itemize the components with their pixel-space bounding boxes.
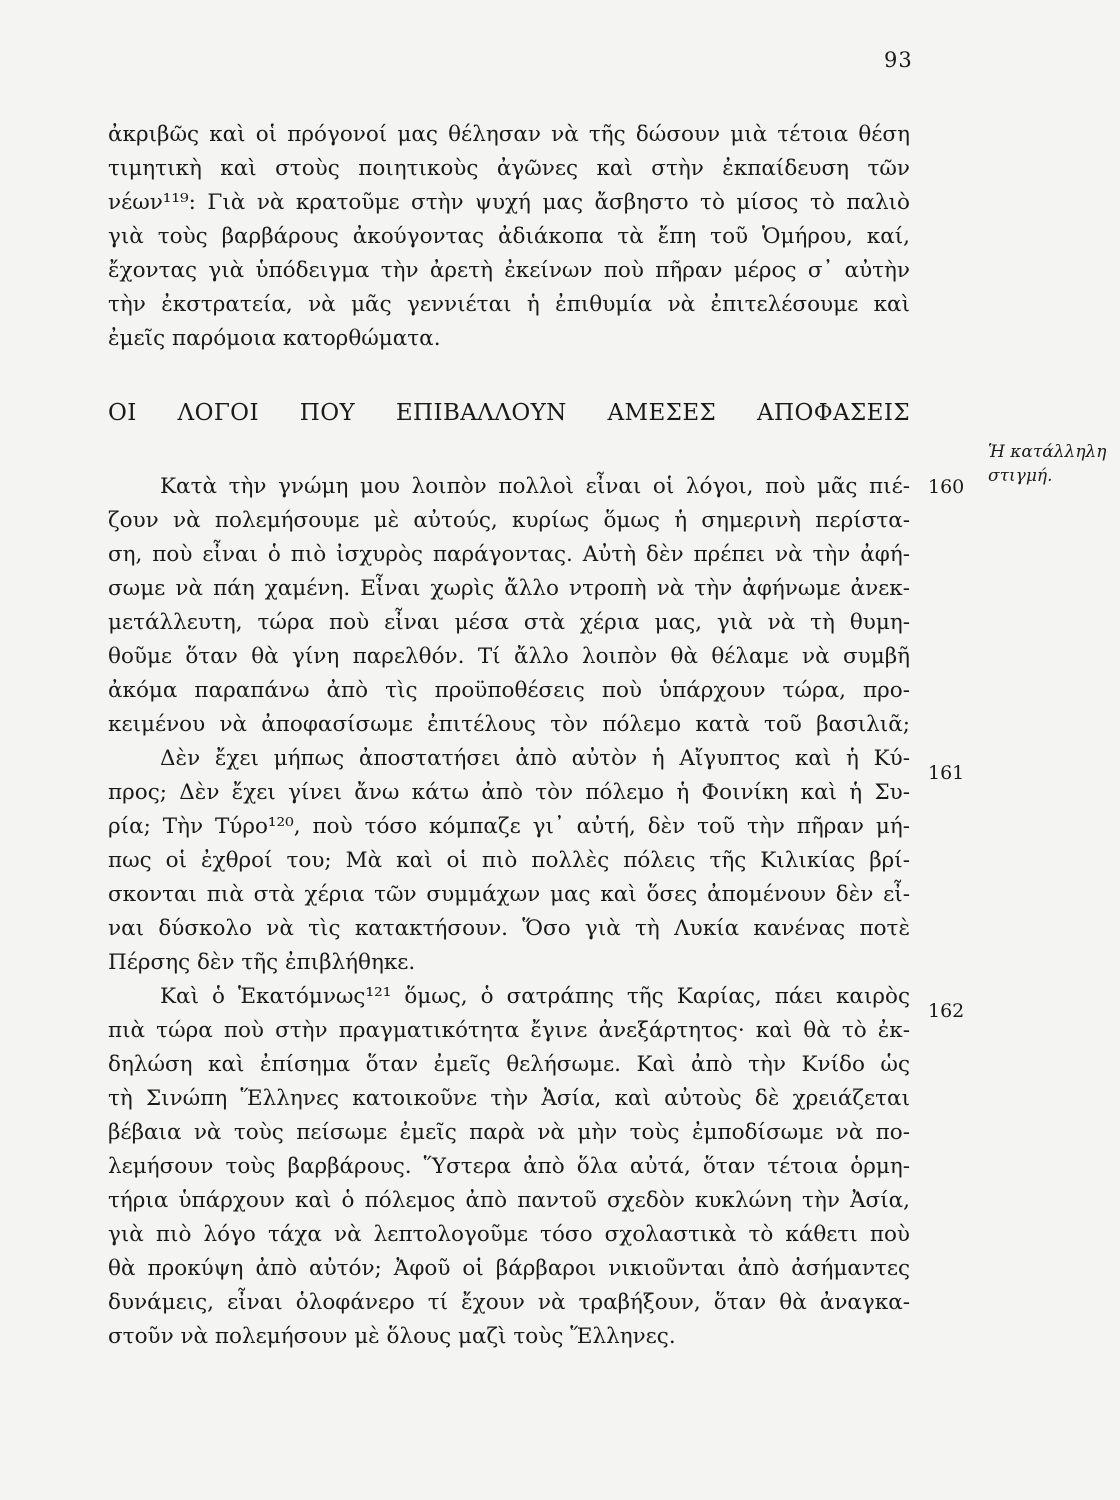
margin-number: 162 — [928, 1000, 965, 1022]
text-line: θοῦμε ὅταν θὰ γίνη παρελθόν. Τί ἄλλο λοιπὸν θὰ θέλαμε νὰ συμβῆ — [108, 644, 910, 669]
text-line: θὰ προκύψη ἀπὸ αὐτόν; Ἀφοῦ οἱ βάρβαροι νικιοῦνται ἀπὸ ἀσήμαντες — [108, 1256, 910, 1281]
text-line: ρία; Τὴν Τύρο¹²⁰, ποὺ τόσο κόμπαζε γι᾽ αὐτή, δὲν τοῦ τὴν πῆραν μή- — [108, 814, 910, 839]
text-line: σωμε νὰ πάη χαμένη. Εἶναι χωρὶς ἄλλο ντροπὴ νὰ τὴν ἀφήνωμε ἀνεκ- — [108, 576, 910, 601]
text-line: γιὰ τοὺς βαρβάρους ἀκούγοντας ἀδιάκοπα τὰ ἔπη τοῦ Ὁμήρου, καί, — [108, 224, 910, 249]
text-line: Καὶ ὁ Ἑκατόμνως¹²¹ ὅμως, ὁ σατράπης τῆς Καρίας, πάει καιρὸς — [160, 984, 910, 1009]
text-line: ναι δύσκολο νὰ τὶς κατακτήσουν. Ὅσο γιὰ τὴ Λυκία κανένας ποτὲ — [108, 916, 910, 941]
text-line: σκονται πιὰ στὰ χέρια τῶν συμμάχων μας καὶ ὅσες ἀπομένουν δὲν εἶ- — [108, 882, 910, 907]
text-line: γιὰ πιὸ λόγο τάχα νὰ λεπτολογοῦμε τόσο σχολαστικὰ τὸ κάθετι ποὺ — [108, 1222, 910, 1247]
text-line: βέβαια νὰ τοὺς πείσωμε ἐμεῖς παρὰ νὰ μὴν τοὺς ἐμποδίσωμε νὰ πο- — [108, 1120, 910, 1145]
text-line: λεμήσουν τοὺς βαρβάρους. Ὕστερα ἀπὸ ὅλα αὐτά, ὅταν τέτοια ὁρμη- — [108, 1154, 910, 1179]
text-line: δηλώση καὶ ἐπίσημα ὅταν ἐμεῖς θελήσωμε. Καὶ ἀπὸ τὴν Κνίδο ὡς — [108, 1052, 910, 1077]
margin-number: 161 — [928, 762, 965, 784]
text-line: πως οἱ ἐχθροί του; Μὰ καὶ οἱ πιὸ πολλὲς πόλεις τῆς Κιλικίας βρί- — [108, 848, 910, 873]
text-line: πιὰ τώρα ποὺ στὴν πραγματικότητα ἔγινε ἀνεξάρτητος· καὶ θὰ τὸ ἐκ- — [108, 1018, 910, 1043]
text-line: ἀκριβῶς καὶ οἱ πρόγονοί μας θέλησαν νὰ τῆς δώσουν μιὰ τέτοια θέση — [108, 122, 910, 147]
side-note-line: στιγμή. — [988, 466, 1053, 486]
page-number: 93 — [884, 48, 913, 72]
margin-number: 160 — [928, 476, 965, 498]
text-line: ση, ποὺ εἶναι ὁ πιὸ ἰσχυρὸς παράγοντας. Αὐτὴ δὲν πρέπει νὰ τὴν ἀφή- — [108, 542, 910, 567]
text-line: τιμητικὴ καὶ στοὺς ποιητικοὺς ἀγῶνες καὶ στὴν ἐκπαίδευση τῶν — [108, 156, 910, 181]
side-note — [988, 440, 1120, 488]
paragraph-1 — [108, 118, 910, 356]
text-line: ἔχοντας γιὰ ὑπόδειγμα τὴν ἀρετὴ ἐκείνων ποὺ πῆραν μέρος σ᾽ αὐτὴν — [108, 258, 910, 283]
side-note-line: Ἡ κατάλληλη — [988, 442, 1107, 462]
text-line: τὴν ἐκστρατεία, νὰ μᾶς γεννιέται ἡ ἐπιθυμία νὰ ἐπιτελέσουμε καὶ — [108, 292, 910, 317]
text-line: προς; Δὲν ἔχει γίνει ἄνω κάτω ἀπὸ τὸν πόλεμο ἡ Φοινίκη καὶ ἡ Συ- — [108, 780, 910, 805]
text-line: τὴ Σινώπη Ἕλληνες κατοικοῦνε τὴν Ἀσία, καὶ αὐτοὺς δὲ χρειάζεται — [108, 1086, 910, 1111]
text-line: ἀκόμα παραπάνω ἀπὸ τὶς προϋποθέσεις ποὺ ὑπάρχουν τώρα, προ- — [108, 678, 910, 703]
text-line: ἐμεῖς παρόμοια κατορθώματα. — [108, 326, 441, 351]
text-line: κειμένου νὰ ἀποφασίσωμε ἐπιτέλους τὸν πόλεμο κατὰ τοῦ βασιλιᾶ; — [108, 712, 910, 737]
text-line: μετάλλευτη, τώρα ποὺ εἶναι μέσα στὰ χέρια μας, γιὰ νὰ τὴ θυμη- — [108, 610, 910, 635]
text-line: στοῦν νὰ πολεμήσουν μὲ ὅλους μαζὶ τοὺς Ἕλληνες. — [108, 1324, 676, 1349]
section-heading: ΟΙ ΛΟΓΟΙ ΠΟΥ ΕΠΙΒΑΛΛΟΥΝ ΑΜΕΣΕΣ ΑΠΟΦΑΣΕΙΣ — [108, 400, 910, 426]
text-line: νέων¹¹⁹: Γιὰ νὰ κρατοῦμε στὴν ψυχή μας ἄσβηστο τὸ μίσος τὸ παλιὸ — [108, 190, 910, 215]
text-line: ζουν νὰ πολεμήσουμε μὲ αὐτούς, κυρίως ὅμως ἡ σημερινὴ περίστα- — [108, 508, 910, 533]
text-line: Δὲν ἔχει μήπως ἀποστατήσει ἀπὸ αὐτὸν ἡ Αἴγυπτος καὶ ἡ Κύ- — [160, 746, 910, 771]
text-line: δυνάμεις, εἶναι ὁλοφάνερο τί ἔχουν νὰ τραβήξουν, ὅταν θὰ ἀναγκα- — [108, 1290, 910, 1315]
section-body — [108, 470, 910, 1354]
text-line: τήρια ὑπάρχουν καὶ ὁ πόλεμος ἀπὸ παντοῦ σχεδὸν κυκλώνη τὴν Ἀσία, — [108, 1188, 910, 1213]
text-line: Κατὰ τὴν γνώμη μου λοιπὸν πολλοὶ εἶναι οἱ λόγοι, ποὺ μᾶς πιέ- — [160, 474, 910, 499]
text-line: Πέρσης δὲν τῆς ἐπιβλήθηκε. — [108, 950, 416, 975]
